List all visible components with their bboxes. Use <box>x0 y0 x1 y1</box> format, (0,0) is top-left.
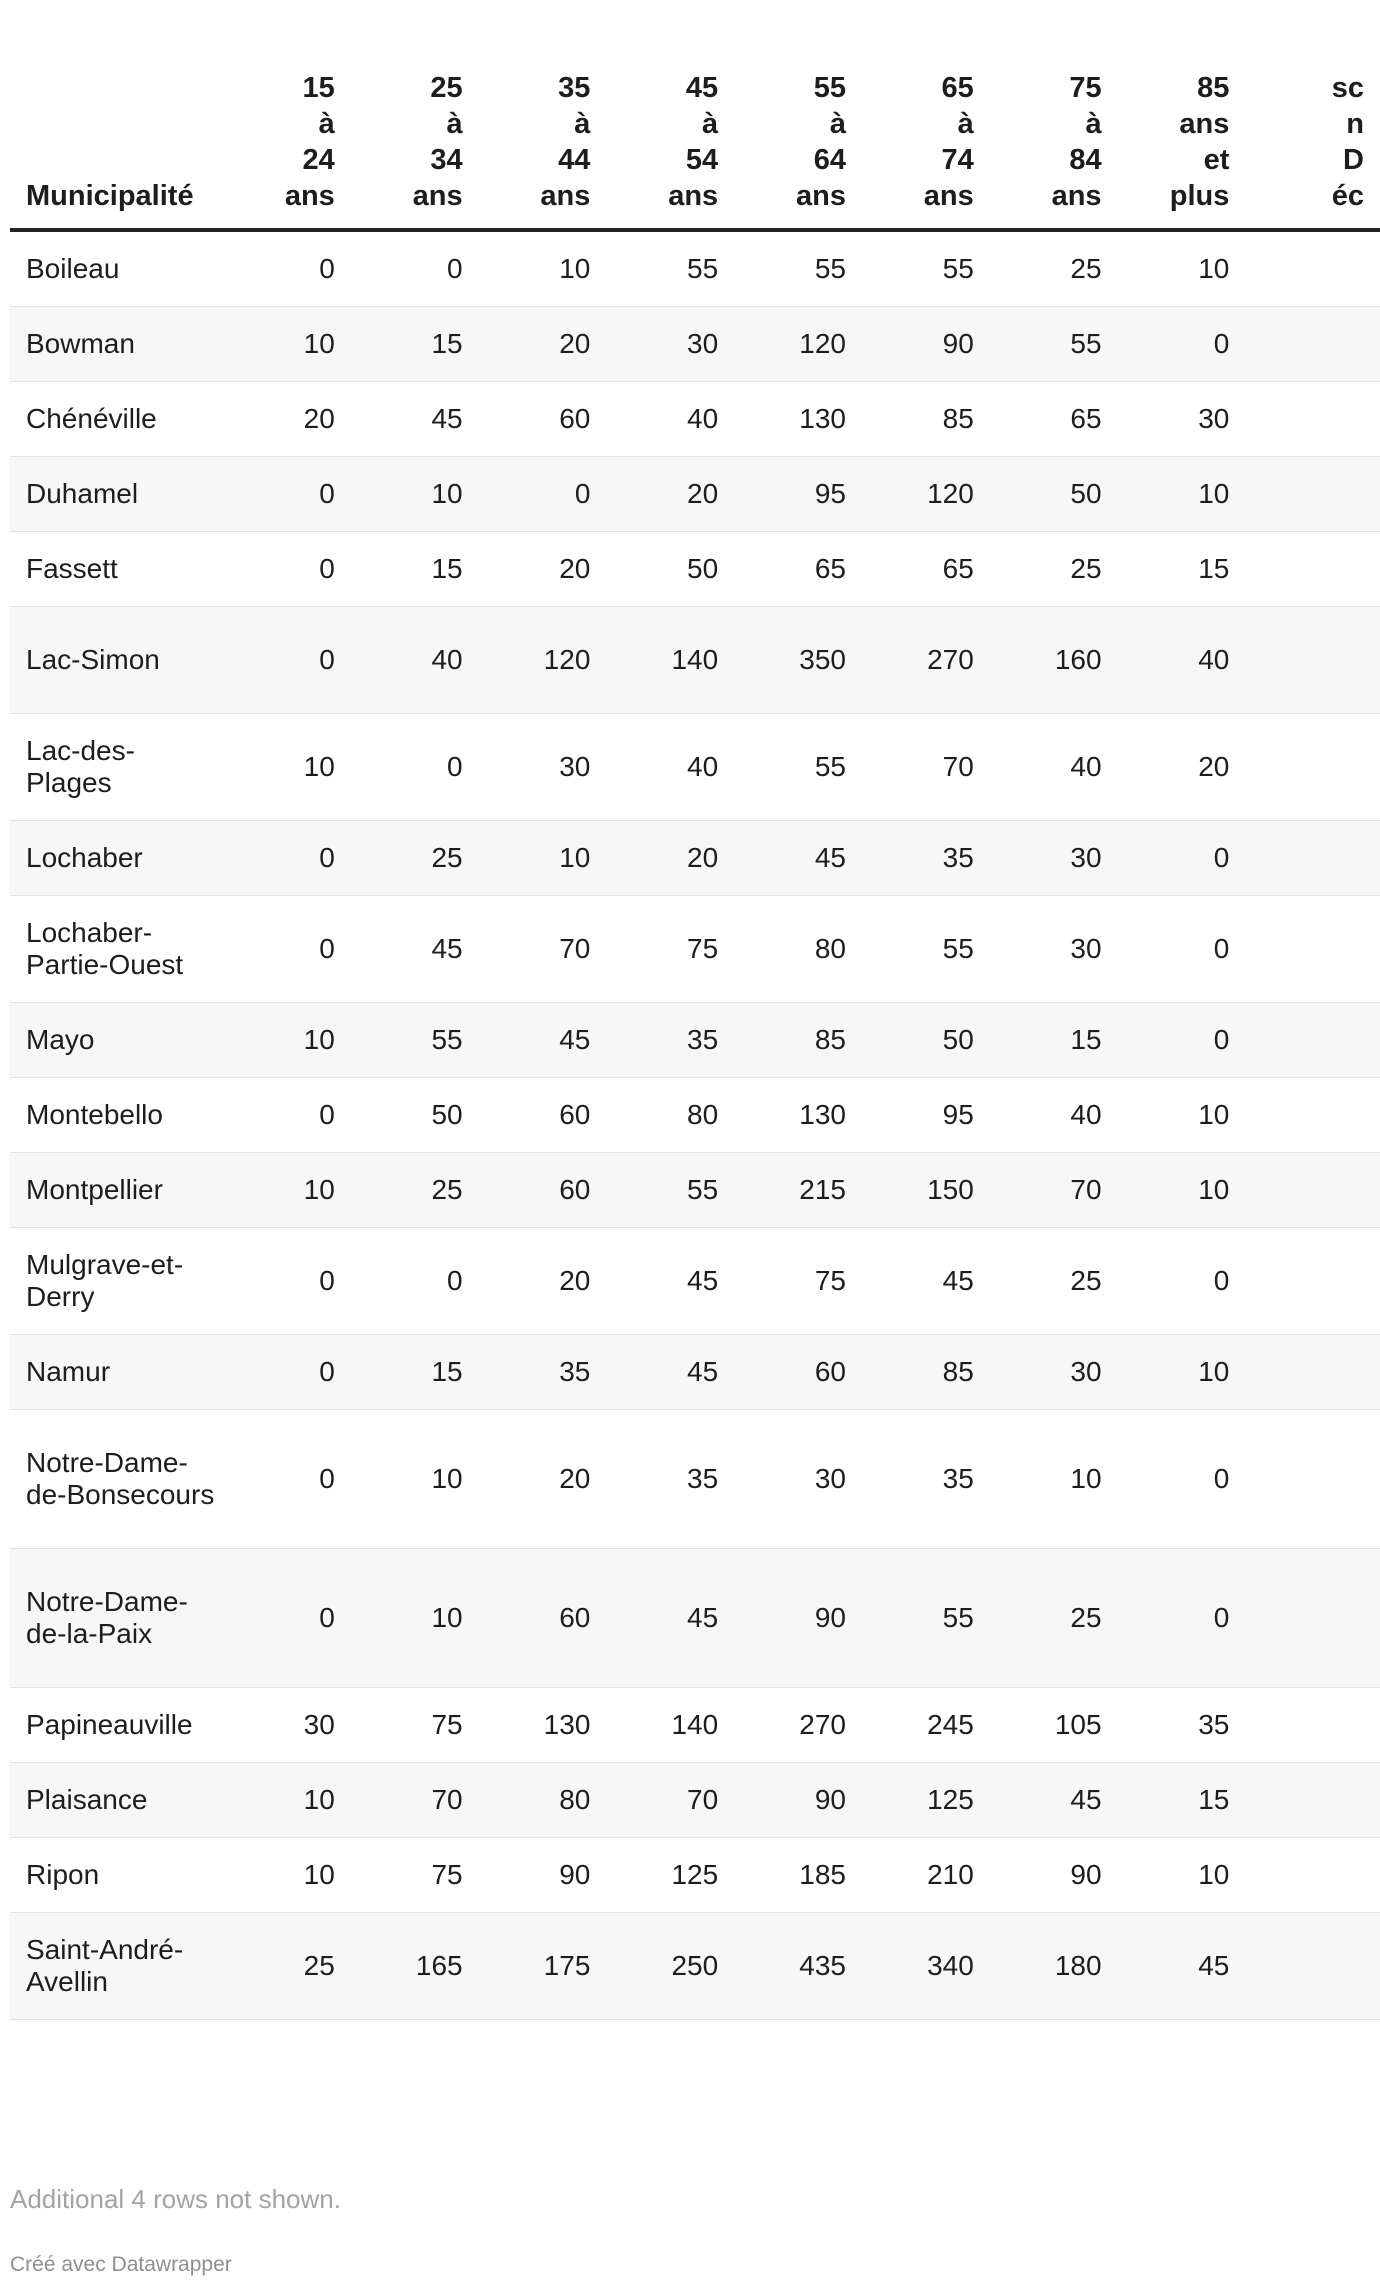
value-cell: 270 <box>734 1688 862 1763</box>
value-cell: 55 <box>734 230 862 307</box>
value-cell <box>1245 714 1380 821</box>
table-row <box>10 1335 1380 1410</box>
value-cell: 10 <box>990 1410 1118 1549</box>
column-header-word: à <box>318 108 335 140</box>
value-cell: 435 <box>734 1913 862 2020</box>
value-cell: 15 <box>1118 532 1246 607</box>
municipality-cell: Notre-Dame-de-la-Paix <box>10 1549 223 1688</box>
column-header-word: à <box>957 108 974 140</box>
value-cell: 90 <box>734 1549 862 1688</box>
column-header-word: 15 <box>302 72 335 104</box>
value-cell <box>1245 1913 1380 2020</box>
table-row <box>10 821 1380 896</box>
value-cell: 60 <box>479 1153 607 1228</box>
municipality-cell: Mulgrave-et-Derry <box>10 1228 223 1335</box>
value-cell: 0 <box>223 1228 351 1335</box>
value-cell: 245 <box>862 1688 990 1763</box>
table-row <box>10 1913 1380 2020</box>
value-cell: 35 <box>1118 1688 1246 1763</box>
value-cell: 45 <box>734 821 862 896</box>
value-cell: 20 <box>479 1410 607 1549</box>
value-cell: 10 <box>1118 1153 1246 1228</box>
value-cell: 130 <box>479 1688 607 1763</box>
value-cell: 10 <box>223 1763 351 1838</box>
value-cell: 40 <box>990 1078 1118 1153</box>
data-table-container[interactable] <box>10 0 1364 2020</box>
value-cell: 55 <box>606 1153 734 1228</box>
value-cell: 30 <box>1118 382 1246 457</box>
table-row <box>10 1078 1380 1153</box>
value-cell: 35 <box>862 821 990 896</box>
value-cell: 120 <box>734 307 862 382</box>
value-cell: 35 <box>606 1410 734 1549</box>
header-row <box>10 0 1380 230</box>
value-cell: 40 <box>351 607 479 714</box>
column-header-word: ans <box>412 180 463 212</box>
value-cell: 0 <box>223 1078 351 1153</box>
municipality-cell: Lac-Simon <box>10 607 223 714</box>
value-cell: 30 <box>606 307 734 382</box>
column-header-word: ans <box>284 180 335 212</box>
value-cell <box>1245 230 1380 307</box>
value-cell: 130 <box>734 382 862 457</box>
value-cell: 55 <box>862 896 990 1003</box>
value-cell: 60 <box>479 1549 607 1688</box>
value-cell: 70 <box>351 1763 479 1838</box>
value-cell: 50 <box>606 532 734 607</box>
value-cell: 10 <box>223 714 351 821</box>
table-row <box>10 607 1380 714</box>
value-cell <box>1245 1003 1380 1078</box>
column-header[interactable] <box>223 0 351 230</box>
municipality-cell: Lochaber <box>10 821 223 896</box>
value-cell <box>1245 1688 1380 1763</box>
value-cell: 10 <box>223 1003 351 1078</box>
column-header-word: 65 <box>941 72 974 104</box>
value-cell: 90 <box>990 1838 1118 1913</box>
value-cell: 30 <box>990 1335 1118 1410</box>
value-cell: 35 <box>862 1410 990 1549</box>
value-cell <box>1245 1153 1380 1228</box>
data-table <box>10 0 1380 2020</box>
value-cell <box>1245 607 1380 714</box>
value-cell: 10 <box>351 1410 479 1549</box>
value-cell: 60 <box>479 1078 607 1153</box>
value-cell: 350 <box>734 607 862 714</box>
value-cell: 10 <box>1118 1335 1246 1410</box>
value-cell: 55 <box>862 230 990 307</box>
value-cell: 105 <box>990 1688 1118 1763</box>
value-cell: 215 <box>734 1153 862 1228</box>
value-cell: 40 <box>1118 607 1246 714</box>
value-cell: 30 <box>734 1410 862 1549</box>
column-header-word: 74 <box>941 144 974 176</box>
municipality-cell: Montebello <box>10 1078 223 1153</box>
value-cell: 0 <box>223 1549 351 1688</box>
table-row <box>10 1228 1380 1335</box>
value-cell: 45 <box>862 1228 990 1335</box>
municipality-cell: Ripon <box>10 1838 223 1913</box>
value-cell: 0 <box>1118 307 1246 382</box>
value-cell: 45 <box>990 1763 1118 1838</box>
table-row <box>10 1549 1380 1688</box>
value-cell: 30 <box>990 821 1118 896</box>
table-row <box>10 1410 1380 1549</box>
column-header[interactable] <box>479 0 607 230</box>
value-cell: 0 <box>223 457 351 532</box>
value-cell: 55 <box>990 307 1118 382</box>
table-row <box>10 1688 1380 1763</box>
value-cell: 40 <box>606 714 734 821</box>
value-cell: 120 <box>479 607 607 714</box>
column-header-word: sc <box>1331 72 1364 104</box>
table-row <box>10 1838 1380 1913</box>
value-cell <box>1245 1335 1380 1410</box>
value-cell: 10 <box>223 1153 351 1228</box>
value-cell: 60 <box>734 1335 862 1410</box>
column-header-word: 85 <box>1197 72 1230 104</box>
value-cell: 20 <box>223 382 351 457</box>
value-cell: 45 <box>351 896 479 1003</box>
column-header[interactable] <box>351 0 479 230</box>
value-cell: 30 <box>223 1688 351 1763</box>
value-cell: 0 <box>223 230 351 307</box>
value-cell: 0 <box>223 532 351 607</box>
column-header[interactable] <box>606 0 734 230</box>
value-cell: 50 <box>990 457 1118 532</box>
municipality-cell: Bowman <box>10 307 223 382</box>
municipality-cell: Namur <box>10 1335 223 1410</box>
value-cell: 0 <box>223 896 351 1003</box>
value-cell: 160 <box>990 607 1118 714</box>
value-cell: 20 <box>479 307 607 382</box>
value-cell: 20 <box>1118 714 1246 821</box>
value-cell: 0 <box>223 607 351 714</box>
value-cell: 60 <box>479 382 607 457</box>
column-header-word: à <box>702 108 719 140</box>
value-cell: 10 <box>351 1549 479 1688</box>
value-cell: 0 <box>1118 1549 1246 1688</box>
column-header-word: 45 <box>685 72 719 104</box>
table-row <box>10 230 1380 307</box>
value-cell: 10 <box>223 1838 351 1913</box>
value-cell <box>1245 1078 1380 1153</box>
column-header[interactable] <box>734 0 862 230</box>
value-cell <box>1245 896 1380 1003</box>
column-header-word: à <box>446 108 463 140</box>
value-cell: 20 <box>606 457 734 532</box>
column-header-word: à <box>829 108 846 140</box>
value-cell: 80 <box>606 1078 734 1153</box>
value-cell: 45 <box>606 1335 734 1410</box>
value-cell: 30 <box>990 896 1118 1003</box>
column-header-word: 35 <box>558 72 591 104</box>
value-cell: 90 <box>479 1838 607 1913</box>
value-cell: 85 <box>862 382 990 457</box>
value-cell <box>1245 1838 1380 1913</box>
value-cell: 0 <box>351 230 479 307</box>
value-cell: 140 <box>606 1688 734 1763</box>
municipality-cell: Saint-André-Avellin <box>10 1913 223 2020</box>
column-header-word: ans <box>668 180 719 212</box>
value-cell: 90 <box>862 307 990 382</box>
value-cell: 0 <box>1118 1003 1246 1078</box>
value-cell: 70 <box>606 1763 734 1838</box>
value-cell: 125 <box>606 1838 734 1913</box>
value-cell: 45 <box>479 1003 607 1078</box>
value-cell: 45 <box>606 1549 734 1688</box>
value-cell: 65 <box>734 532 862 607</box>
column-header-word: plus <box>1169 180 1230 212</box>
value-cell: 0 <box>223 821 351 896</box>
value-cell: 80 <box>479 1763 607 1838</box>
value-cell: 25 <box>351 1153 479 1228</box>
table-row <box>10 1003 1380 1078</box>
table-row <box>10 896 1380 1003</box>
value-cell: 85 <box>862 1335 990 1410</box>
value-cell: 0 <box>1118 896 1246 1003</box>
value-cell: 95 <box>862 1078 990 1153</box>
value-cell: 25 <box>990 230 1118 307</box>
value-cell: 70 <box>862 714 990 821</box>
value-cell: 65 <box>990 382 1118 457</box>
value-cell: 0 <box>351 1228 479 1335</box>
column-header-word: à <box>574 108 591 140</box>
municipality-cell: Lac-des-Plages <box>10 714 223 821</box>
column-header-word: D <box>1343 144 1364 176</box>
value-cell: 130 <box>734 1078 862 1153</box>
column-header-word: éc <box>1331 180 1364 212</box>
value-cell: 120 <box>862 457 990 532</box>
column-header[interactable] <box>990 0 1118 230</box>
rows-hidden-note: Additional 4 rows not shown. <box>10 2184 341 2214</box>
value-cell: 15 <box>351 307 479 382</box>
column-header-word: 64 <box>813 144 846 176</box>
value-cell: 85 <box>734 1003 862 1078</box>
value-cell: 35 <box>479 1335 607 1410</box>
value-cell: 15 <box>990 1003 1118 1078</box>
value-cell: 75 <box>606 896 734 1003</box>
column-header-word: 84 <box>1069 144 1102 176</box>
value-cell: 10 <box>1118 230 1246 307</box>
value-cell: 210 <box>862 1838 990 1913</box>
column-header-word: à <box>1085 108 1102 140</box>
value-cell <box>1245 457 1380 532</box>
value-cell: 175 <box>479 1913 607 2020</box>
value-cell: 90 <box>734 1763 862 1838</box>
value-cell: 10 <box>351 457 479 532</box>
column-header-word: 55 <box>813 72 846 104</box>
value-cell: 25 <box>990 532 1118 607</box>
value-cell <box>1245 1763 1380 1838</box>
column-header-word: 34 <box>430 144 463 176</box>
table-row <box>10 457 1380 532</box>
value-cell: 15 <box>1118 1763 1246 1838</box>
value-cell: 50 <box>862 1003 990 1078</box>
value-cell: 10 <box>223 307 351 382</box>
value-cell: 55 <box>351 1003 479 1078</box>
column-header-word: 24 <box>302 144 335 176</box>
table-row <box>10 714 1380 821</box>
value-cell: 10 <box>1118 1838 1246 1913</box>
column-header-word: 25 <box>430 72 463 104</box>
value-cell: 10 <box>1118 457 1246 532</box>
table-row <box>10 532 1380 607</box>
value-cell: 45 <box>1118 1913 1246 2020</box>
value-cell: 15 <box>351 1335 479 1410</box>
value-cell: 75 <box>351 1838 479 1913</box>
value-cell: 55 <box>606 230 734 307</box>
column-header[interactable] <box>1245 0 1380 230</box>
column-header-word: 44 <box>558 144 591 176</box>
value-cell: 75 <box>351 1688 479 1763</box>
municipality-cell: Fassett <box>10 532 223 607</box>
column-header[interactable] <box>1118 0 1246 230</box>
municipality-cell: Duhamel <box>10 457 223 532</box>
value-cell: 80 <box>734 896 862 1003</box>
municipality-cell: Chénéville <box>10 382 223 457</box>
value-cell: 165 <box>351 1913 479 2020</box>
column-header-word: ans <box>923 180 974 212</box>
column-header-word: ans <box>1051 180 1102 212</box>
value-cell: 65 <box>862 532 990 607</box>
value-cell: 10 <box>1118 1078 1246 1153</box>
column-header-word: 75 <box>1069 72 1102 104</box>
municipality-cell: Plaisance <box>10 1763 223 1838</box>
value-cell: 70 <box>479 896 607 1003</box>
credit-line: Créé avec Datawrapper <box>10 2253 232 2276</box>
column-header[interactable] <box>862 0 990 230</box>
value-cell: 0 <box>1118 1228 1246 1335</box>
value-cell: 10 <box>479 230 607 307</box>
value-cell: 15 <box>351 532 479 607</box>
value-cell: 20 <box>606 821 734 896</box>
value-cell: 10 <box>479 821 607 896</box>
value-cell <box>1245 821 1380 896</box>
value-cell <box>1245 382 1380 457</box>
value-cell: 20 <box>479 532 607 607</box>
value-cell: 185 <box>734 1838 862 1913</box>
value-cell: 45 <box>606 1228 734 1335</box>
column-header-municipalite[interactable]: Municipalité <box>10 0 223 230</box>
value-cell: 30 <box>479 714 607 821</box>
value-cell: 45 <box>351 382 479 457</box>
value-cell: 50 <box>351 1078 479 1153</box>
value-cell: 0 <box>479 457 607 532</box>
column-header-word: ans <box>1179 108 1230 140</box>
value-cell: 0 <box>223 1335 351 1410</box>
value-cell: 25 <box>351 821 479 896</box>
value-cell: 35 <box>606 1003 734 1078</box>
value-cell <box>1245 1549 1380 1688</box>
column-header-word: n <box>1346 108 1364 140</box>
table-body <box>10 230 1380 2020</box>
value-cell: 55 <box>734 714 862 821</box>
value-cell: 40 <box>606 382 734 457</box>
value-cell: 0 <box>351 714 479 821</box>
value-cell: 20 <box>479 1228 607 1335</box>
value-cell <box>1245 307 1380 382</box>
table-row <box>10 1763 1380 1838</box>
municipality-cell: Papineauville <box>10 1688 223 1763</box>
value-cell: 25 <box>990 1228 1118 1335</box>
value-cell: 270 <box>862 607 990 714</box>
column-header-word: ans <box>540 180 591 212</box>
table-row <box>10 1153 1380 1228</box>
value-cell: 0 <box>1118 1410 1246 1549</box>
table-row <box>10 382 1380 457</box>
value-cell: 140 <box>606 607 734 714</box>
municipality-cell: Montpellier <box>10 1153 223 1228</box>
column-header-word: ans <box>796 180 846 212</box>
value-cell: 95 <box>734 457 862 532</box>
municipality-cell: Notre-Dame-de-Bonsecours <box>10 1410 223 1549</box>
value-cell: 25 <box>990 1549 1118 1688</box>
value-cell: 55 <box>862 1549 990 1688</box>
municipality-cell: Mayo <box>10 1003 223 1078</box>
value-cell: 0 <box>223 1410 351 1549</box>
column-header-word: 54 <box>685 144 719 176</box>
value-cell: 0 <box>1118 821 1246 896</box>
value-cell <box>1245 532 1380 607</box>
value-cell: 25 <box>223 1913 351 2020</box>
municipality-cell: Boileau <box>10 230 223 307</box>
value-cell: 40 <box>990 714 1118 821</box>
column-header-word: et <box>1203 144 1230 176</box>
value-cell: 125 <box>862 1763 990 1838</box>
value-cell: 150 <box>862 1153 990 1228</box>
value-cell: 70 <box>990 1153 1118 1228</box>
municipality-cell: Lochaber-Partie-Ouest <box>10 896 223 1003</box>
value-cell: 340 <box>862 1913 990 2020</box>
value-cell: 180 <box>990 1913 1118 2020</box>
value-cell <box>1245 1410 1380 1549</box>
value-cell: 250 <box>606 1913 734 2020</box>
value-cell <box>1245 1228 1380 1335</box>
table-row <box>10 307 1380 382</box>
value-cell: 75 <box>734 1228 862 1335</box>
